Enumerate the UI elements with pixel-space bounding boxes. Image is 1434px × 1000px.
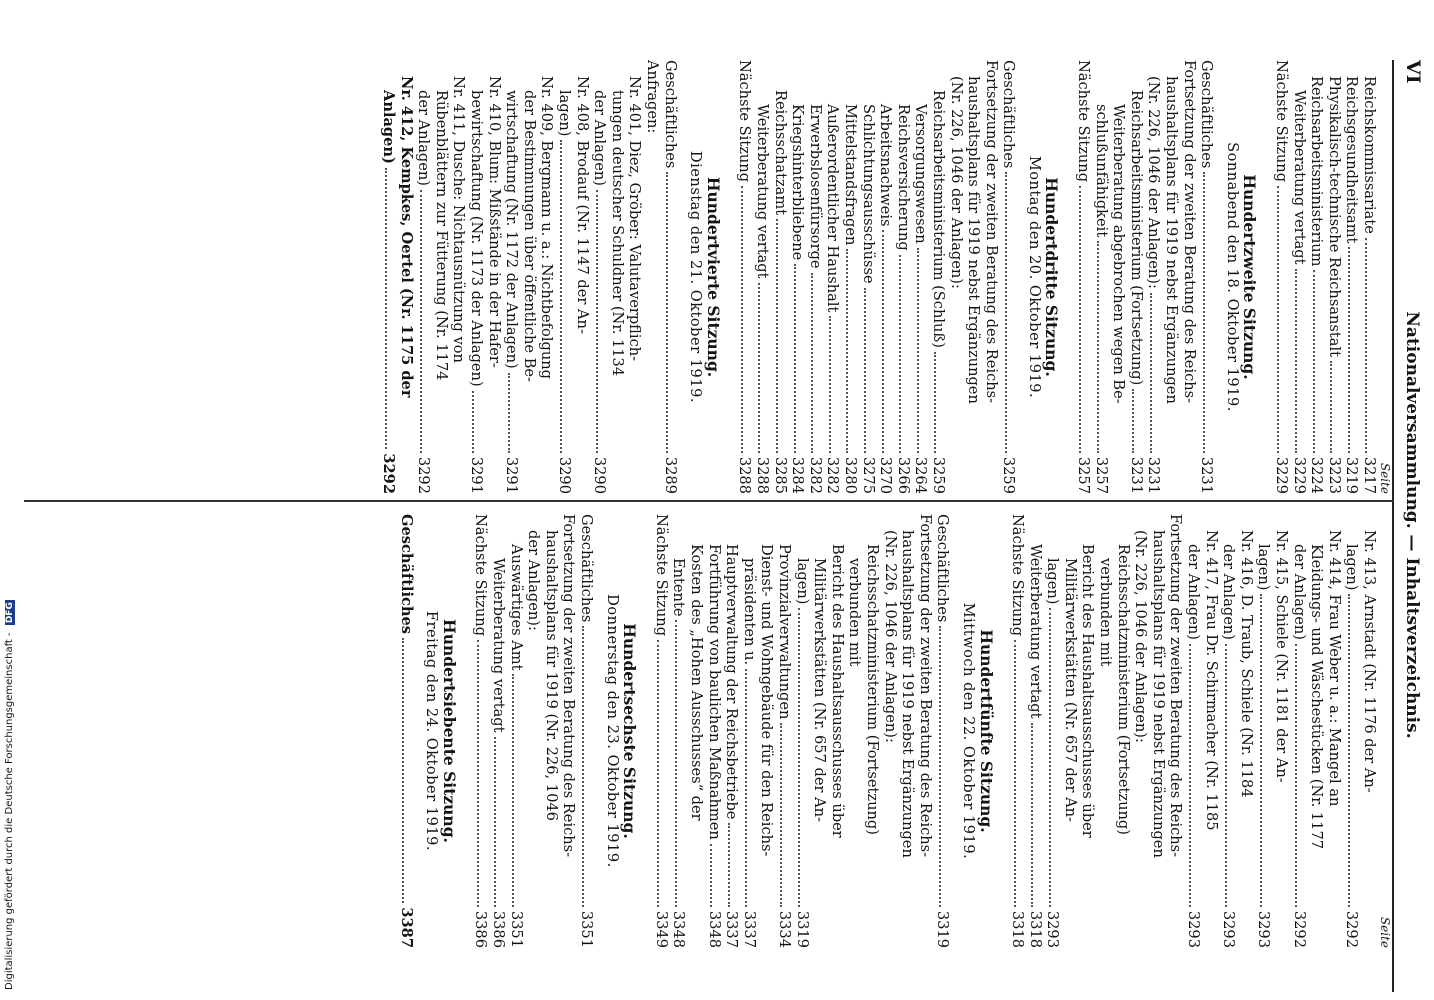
toc-entry: Erwerbslosenfürsorge 3282 xyxy=(806,104,824,494)
toc-entry: präsidenten u. 3337 xyxy=(740,558,758,948)
header-rule xyxy=(1392,60,1394,992)
toc-line: Dienst- und Wohngebäude für den Reichs- xyxy=(758,544,776,857)
session-heading: Hundertvierte Sitzung. xyxy=(703,176,723,378)
toc-entry: Arbeitsnachweis 3270 xyxy=(877,104,895,494)
toc-entry: der Anlagen) 3293 xyxy=(1185,544,1203,948)
toc-entry: Schlichtungsausschüsse 3275 xyxy=(859,104,877,494)
toc-line: Kosten des „Hohen Ausschusses“ der xyxy=(688,544,706,821)
right-column xyxy=(22,514,1392,948)
session-heading: Hundertdritte Sitzung. xyxy=(1042,177,1062,377)
toc-line: Nr. 401, Diez, Gröber: Valutaverpflich- xyxy=(626,76,644,362)
toc-line: Nr. 410, Blum: Mißstände in der Hafer- xyxy=(485,76,503,368)
toc-line: Reichsschatzministerium (Fortsetzung) xyxy=(1114,544,1132,835)
toc-entry: Kriegshinterbliebene 3284 xyxy=(789,104,807,494)
toc-line: Fortsetzung der zweiten Beratung des Reichs- xyxy=(916,514,934,858)
toc-entry: Reichsarbeitsministerium (Schluß) 3259 xyxy=(929,90,947,494)
toc-entry: Nächste Sitzung 3349 xyxy=(652,514,670,948)
toc-entry: Geschäftliches 3259 xyxy=(1000,60,1018,494)
toc-entry: wirtschaftung (Nr. 1172 der Anlagen) 3291 xyxy=(503,90,521,494)
toc-entry: schlußunfähigkeit 3257 xyxy=(1092,104,1110,494)
session-date: Mittwoch den 22. Oktober 1919. xyxy=(959,602,977,860)
toc-line: Anfragen: xyxy=(644,60,662,134)
toc-line: Reichsschatzministerium (Fortsetzung) xyxy=(863,544,881,835)
toc-line: der Bestimmungen über öffentliche Be- xyxy=(520,90,538,382)
toc-line: Militärwerkstätten (Nr. 657 der An- xyxy=(811,558,829,822)
toc-entry: lagen) 3292 xyxy=(1343,544,1361,948)
toc-entry: Reichsarbeitsministerium 3224 xyxy=(1308,76,1326,494)
toc-line: Nr. 415, Schiele (Nr. 1181 der An- xyxy=(1273,530,1291,783)
toc-line: Nr. 409, Bergmann u. a.: Nichtbefolgung xyxy=(538,76,556,379)
toc-entry: Reichsarbeitsministerium (Fortsetzung) 3231 xyxy=(1127,90,1145,494)
session-date: Montag den 20. Oktober 1919. xyxy=(1025,155,1043,399)
left-column xyxy=(22,60,1392,494)
toc-entry: der Anlagen) 3292 xyxy=(415,90,433,494)
session-heading: Hundertfünfte Sitzung. xyxy=(976,629,996,833)
dfg-logo-icon: DFG xyxy=(5,602,15,624)
toc-entry: der Anlagen) 3293 xyxy=(1220,544,1238,948)
toc-line: Nr. 413, Arnstadt (Nr. 1176 der An- xyxy=(1361,530,1378,793)
toc-line: Nr. 416, D. Traub, Schiele (Nr. 1184 xyxy=(1237,530,1255,798)
session-heading: Hundertsechste Sitzung. xyxy=(620,623,640,839)
toc-entry: lagen) 3293 xyxy=(1044,558,1062,948)
toc-line: Nr. 414, Frau Weber u. a.: Mangel an xyxy=(1325,530,1343,807)
toc-line: Nr. 417, Frau Dr. Schirmacher (Nr. 1185 xyxy=(1202,530,1220,831)
toc-line: Rübenblättern zur Fütterung (Nr. 1174 xyxy=(432,90,450,381)
page-number: VI xyxy=(1402,60,1424,84)
toc-entry: lagen) 3293 xyxy=(1255,544,1273,948)
toc-line: Fortsetzung der zweiten Beratung des Reichs- xyxy=(1167,514,1185,858)
toc-entry: Entente 3348 xyxy=(670,558,688,948)
toc-line: verbunden mit xyxy=(846,558,864,667)
toc-entry: Auswärtiges Amt 3351 xyxy=(507,544,525,948)
toc-entry: Außerordentlicher Haushalt 3282 xyxy=(824,104,842,494)
toc-entry: Geschäftliches 3387 xyxy=(397,514,415,948)
session-date: Freitag den 24. Oktober 1919. xyxy=(423,610,441,852)
toc-entry: Weiterberatung vertagt 3318 xyxy=(1026,544,1044,948)
toc-line: (Nr. 226, 1046 der Anlagen): xyxy=(881,530,899,743)
toc-entry: (Nr. 226, 1046 der Anlagen): 3231 xyxy=(1145,76,1163,494)
toc-line: haushaltsplans für 1919 nebst Ergänzungen xyxy=(1163,76,1181,404)
toc-entry: bewirtschaftung (Nr. 1173 der Anlagen) 3291 xyxy=(468,90,486,494)
session-date: Sonnabend den 18. Oktober 1919. xyxy=(1223,142,1241,412)
toc-entry: der Anlagen) 3292 xyxy=(1290,544,1308,948)
footer-text xyxy=(4,10,20,990)
toc-entry: Geschäftliches 3351 xyxy=(578,514,596,948)
toc-line: der Anlagen): xyxy=(525,530,543,631)
toc-line: Bericht des Haushaltsausschusses über xyxy=(1079,544,1097,838)
toc-entry: Reichskommissariate 3217 xyxy=(1361,76,1378,494)
session-heading: Hundertzweite Sitzung. xyxy=(1240,174,1260,380)
toc-entry: Fortführung von baulichen Maßnahmen 3348 xyxy=(705,544,723,948)
toc-entry: Reichsgesundheitsamt 3219 xyxy=(1343,76,1361,494)
toc-line: (Nr. 226, 1046 der Anlagen): xyxy=(947,76,965,289)
column-divider xyxy=(24,500,1394,502)
toc-line: Nr. 411, Dusche: Nichtausnützung von xyxy=(450,76,468,363)
toc-line: (Nr. 226, 1046 der Anlagen): xyxy=(1132,530,1150,743)
page-header xyxy=(1396,60,1426,990)
toc-entry: lagen) 3319 xyxy=(793,558,811,948)
toc-entry: Versorgungswesen 3264 xyxy=(912,104,930,494)
session-date: Donnerstag den 23. Oktober 1919. xyxy=(603,594,621,868)
toc-entry: Reichsschatzamt 3285 xyxy=(771,90,789,494)
toc-line: Fortsetzung der zweiten Beratung des Reichs- xyxy=(560,514,578,858)
toc-line: Nr. 408, Brodauf (Nr. 1147 der An- xyxy=(573,76,591,334)
toc-line: haushaltsplans für 1919 nebst Ergänzungen xyxy=(965,76,983,404)
toc-entry: Nächste Sitzung 3229 xyxy=(1273,60,1291,494)
session-heading: Hundertsiebente Sitzung. xyxy=(439,619,459,843)
toc-line: Weiterberatung abgebrochen wegen Be- xyxy=(1110,104,1128,404)
seite-label-left: Seite xyxy=(1378,462,1392,494)
toc-entry: Reichsversicherung 3266 xyxy=(894,104,912,494)
toc-entry: Geschäftliches 3289 xyxy=(661,60,679,494)
page-title: Nationalversammlung. — Inhaltsverzeichnis. xyxy=(1402,311,1422,739)
toc-line: Nr. 412, Kempkes, Oertel (Nr. 1175 der xyxy=(397,76,415,398)
session-date: Dienstag den 21. Oktober 1919. xyxy=(687,150,705,404)
toc-line: Kleidungs- und Wäschestücken (Nr. 1177 xyxy=(1308,544,1326,850)
toc-entry: Anlagen) 3292 xyxy=(380,90,398,494)
toc-entry: Provinzialverwaltungen 3334 xyxy=(776,544,793,948)
toc-line: tungen deutscher Schuldner (Nr. 1134 xyxy=(608,90,626,377)
toc-entry: Geschäftliches 3319 xyxy=(934,514,952,948)
toc-line: haushaltsplans für 1919 (Nr. 226, 1046 xyxy=(542,530,560,821)
toc-entry: Mittelstandsfragen 3280 xyxy=(841,104,859,494)
toc-line: Fortsetzung der zweiten Beratung des Reichs- xyxy=(1180,60,1198,404)
toc-line: haushaltsplans für 1919 nebst Ergänzungen xyxy=(1149,530,1167,858)
toc-entry: Physikalisch-technische Reichsanstalt 3223 xyxy=(1325,76,1343,494)
toc-entry: Weiterberatung vertagt 3288 xyxy=(754,104,771,494)
toc-entry: Geschäftliches 3231 xyxy=(1198,60,1216,494)
toc-entry: Weiterberatung vertagt 3229 xyxy=(1290,90,1308,494)
toc-entry: Weiterberatung vertagt 3386 xyxy=(490,558,508,948)
toc-entry: Nächste Sitzung 3288 xyxy=(736,60,754,494)
footer xyxy=(0,0,20,1000)
seite-label-right: Seite xyxy=(1378,916,1392,948)
toc-line: Bericht des Haushaltsausschusses über xyxy=(828,544,846,838)
toc-line: Militärwerkstätten (Nr. 657 der An- xyxy=(1061,558,1079,822)
toc-line: haushaltsplans für 1919 nebst Ergänzungen xyxy=(899,530,917,858)
footer-credit: Digitalisierung gefördert durch die Deutsche Forschungsgemeinschaft - xyxy=(4,632,15,990)
toc-entry: Hauptverwaltung der Reichsbetriebe 3337 xyxy=(723,544,741,948)
toc-line: Fortsetzung der zweiten Beratung des Reichs- xyxy=(982,60,1000,404)
toc-entry: lagen) 3290 xyxy=(556,90,574,494)
toc-entry: Nächste Sitzung 3386 xyxy=(472,514,490,948)
toc-line: verbunden mit xyxy=(1097,558,1115,667)
toc-entry: Nächste Sitzung 3257 xyxy=(1075,60,1093,494)
toc-entry: Nächste Sitzung 3318 xyxy=(1009,514,1027,948)
toc-entry: der Anlagen) 3290 xyxy=(591,90,609,494)
